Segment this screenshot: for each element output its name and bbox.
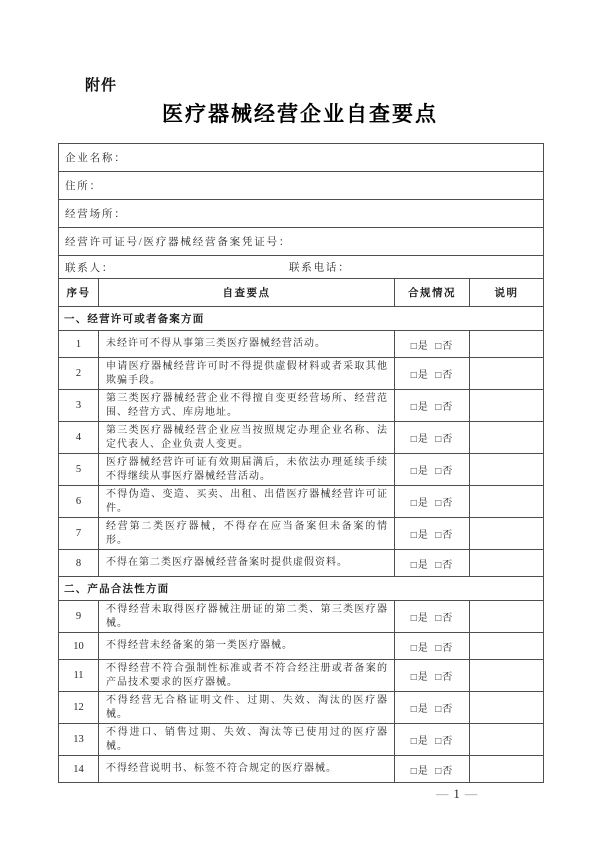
checkbox-yes: □是: [410, 704, 429, 715]
self-inspection-point: 第三类医疗器械经营企业应当按照规定办理企业名称、法定代表人、企业负责人变更。: [99, 422, 395, 454]
checkbox-yes: □是: [410, 736, 429, 747]
checkbox-no: □否: [435, 559, 454, 571]
table-header-row: [59, 279, 544, 307]
self-inspection-point: 不得经营无合格证明文件、过期、失效、淘汰的医疗器械。: [99, 692, 395, 724]
checklist-row: [59, 660, 544, 692]
compliance-cell: [395, 390, 470, 422]
column-header-serial: 序号: [59, 279, 99, 307]
info-row-license-number: [59, 228, 544, 256]
premises-label: 经营场所：: [59, 200, 544, 228]
note-cell: [470, 390, 544, 422]
checklist-row: [59, 486, 544, 518]
self-inspection-point: 申请医疗器械经营许可时不得提供虚假材料或者采取其他欺骗手段。: [99, 358, 395, 390]
checklist-row: [59, 756, 544, 783]
checkbox-no: □否: [435, 466, 454, 477]
checkbox-no: □否: [435, 340, 454, 352]
self-inspection-point: 医疗器械经营许可证有效期届满后，未依法办理延续手续不得继续从事医疗器械经营活动。: [99, 454, 395, 486]
checkbox-no: □否: [435, 642, 454, 654]
checkbox-yes: □是: [410, 434, 429, 445]
compliance-cell: [395, 358, 470, 390]
checkbox-no: □否: [435, 402, 454, 413]
self-inspection-point: 不得经营说明书、标签不符合规定的医疗器械。: [99, 756, 395, 783]
checklist-row: [59, 633, 544, 660]
checkbox-yes: □是: [410, 498, 429, 509]
checkbox-no: □否: [435, 613, 454, 624]
self-inspection-point: 第三类医疗器械经营企业不得擅自变更经营场所、经营范围、经营方式、库房地址。: [99, 390, 395, 422]
note-cell: [470, 331, 544, 358]
row-serial-number: 8: [59, 550, 99, 577]
checklist-row: [59, 422, 544, 454]
row-serial-number: 13: [59, 724, 99, 756]
self-inspection-point: 不得伪造、变造、买卖、出租、出借医疗器械经营许可证件。: [99, 486, 395, 518]
row-serial-number: 11: [59, 660, 99, 692]
checkbox-no: □否: [435, 736, 454, 747]
section-row: [59, 577, 544, 601]
checkbox-yes: □是: [410, 402, 429, 413]
compliance-cell: [395, 756, 470, 783]
checkbox-yes: □是: [410, 765, 429, 777]
checkbox-no: □否: [435, 672, 454, 683]
checkbox-yes: □是: [410, 559, 429, 571]
note-cell: [470, 756, 544, 783]
row-serial-number: 5: [59, 454, 99, 486]
self-inspection-point: 不得经营不符合强制性标准或者不符合经注册或者备案的产品技术要求的医疗器械。: [99, 660, 395, 692]
checklist-row: [59, 331, 544, 358]
column-header-points: 自查要点: [99, 279, 395, 307]
note-cell: [470, 518, 544, 550]
checkbox-no: □否: [435, 704, 454, 715]
row-serial-number: 7: [59, 518, 99, 550]
self-inspection-point: 未经许可不得从事第三类医疗器械经营活动。: [99, 331, 395, 358]
checklist-row: [59, 518, 544, 550]
checkbox-no: □否: [435, 765, 454, 777]
self-inspection-point: 不得进口、销售过期、失效、淘汰等已使用过的医疗器械。: [99, 724, 395, 756]
checklist-row: [59, 358, 544, 390]
compliance-cell: [395, 601, 470, 633]
compliance-cell: [395, 724, 470, 756]
checkbox-yes: □是: [410, 466, 429, 477]
note-cell: [470, 601, 544, 633]
checklist-row: [59, 724, 544, 756]
self-inspection-point: 不得在第二类医疗器械经营备案时提供虚假资料。: [99, 550, 395, 577]
note-cell: [470, 486, 544, 518]
compliance-cell: [395, 550, 470, 577]
section-title: 二、产品合法性方面: [59, 577, 544, 601]
checkbox-no: □否: [435, 434, 454, 445]
checklist-row: [59, 550, 544, 577]
note-cell: [470, 692, 544, 724]
row-serial-number: 6: [59, 486, 99, 518]
row-serial-number: 14: [59, 756, 99, 783]
checklist-row: [59, 692, 544, 724]
self-inspection-point: 经营第二类医疗器械，不得存在应当备案但未备案的情形。: [99, 518, 395, 550]
checkbox-no: □否: [435, 370, 454, 381]
company-name-label: 企业名称：: [59, 144, 544, 172]
compliance-cell: [395, 518, 470, 550]
checkbox-no: □否: [435, 530, 454, 541]
note-cell: [470, 724, 544, 756]
checkbox-yes: □是: [410, 672, 429, 683]
row-serial-number: 3: [59, 390, 99, 422]
checklist-row: [59, 390, 544, 422]
note-cell: [470, 422, 544, 454]
note-cell: [470, 454, 544, 486]
section-row: [59, 307, 544, 331]
compliance-cell: [395, 660, 470, 692]
compliance-cell: [395, 454, 470, 486]
row-serial-number: 1: [59, 331, 99, 358]
self-inspection-point: 不得经营未经备案的第一类医疗器械。: [99, 633, 395, 660]
section-title: 一、经营许可或者备案方面: [59, 307, 544, 331]
contact-row: [59, 256, 544, 279]
row-serial-number: 2: [59, 358, 99, 390]
contact-person-label: 联系人：: [65, 262, 115, 274]
checklist-row: [59, 454, 544, 486]
footer-dash-right: —: [464, 787, 479, 801]
page-number: [436, 787, 478, 802]
note-cell: [470, 633, 544, 660]
checkbox-yes: □是: [410, 642, 429, 654]
checklist-body: [59, 307, 544, 783]
info-row-premises: [59, 200, 544, 228]
footer-page-number: 1: [453, 787, 461, 801]
compliance-cell: [395, 633, 470, 660]
row-serial-number: 12: [59, 692, 99, 724]
compliance-cell: [395, 422, 470, 454]
column-header-note: 说明: [470, 279, 544, 307]
attachment-label: 附件: [85, 77, 118, 94]
checklist-row: [59, 601, 544, 633]
address-label: 住所：: [59, 172, 544, 200]
compliance-cell: [395, 331, 470, 358]
checkbox-yes: □是: [410, 370, 429, 381]
column-header-compliance: 合规情况: [395, 279, 470, 307]
contact-phone-label: 联系电话：: [289, 262, 351, 274]
checkbox-yes: □是: [410, 613, 429, 624]
footer-dash-left: —: [436, 787, 450, 801]
self-inspection-table: [58, 143, 544, 783]
info-row-company-name: [59, 144, 544, 172]
compliance-cell: [395, 692, 470, 724]
note-cell: [470, 550, 544, 577]
checkbox-yes: □是: [410, 530, 429, 541]
compliance-cell: [395, 486, 470, 518]
self-inspection-point: 不得经营未取得医疗器械注册证的第二类、第三类医疗器械。: [99, 601, 395, 633]
checkbox-no: □否: [435, 498, 454, 509]
page-title: 医疗器械经营企业自查要点: [162, 103, 438, 126]
license-number-label: 经营许可证号/医疗器械经营备案凭证号：: [59, 228, 544, 256]
row-serial-number: 10: [59, 633, 99, 660]
row-serial-number: 9: [59, 601, 99, 633]
note-cell: [470, 358, 544, 390]
note-cell: [470, 660, 544, 692]
info-row-address: [59, 172, 544, 200]
checkbox-yes: □是: [410, 340, 429, 352]
contact-cell: [59, 256, 544, 279]
row-serial-number: 4: [59, 422, 99, 454]
